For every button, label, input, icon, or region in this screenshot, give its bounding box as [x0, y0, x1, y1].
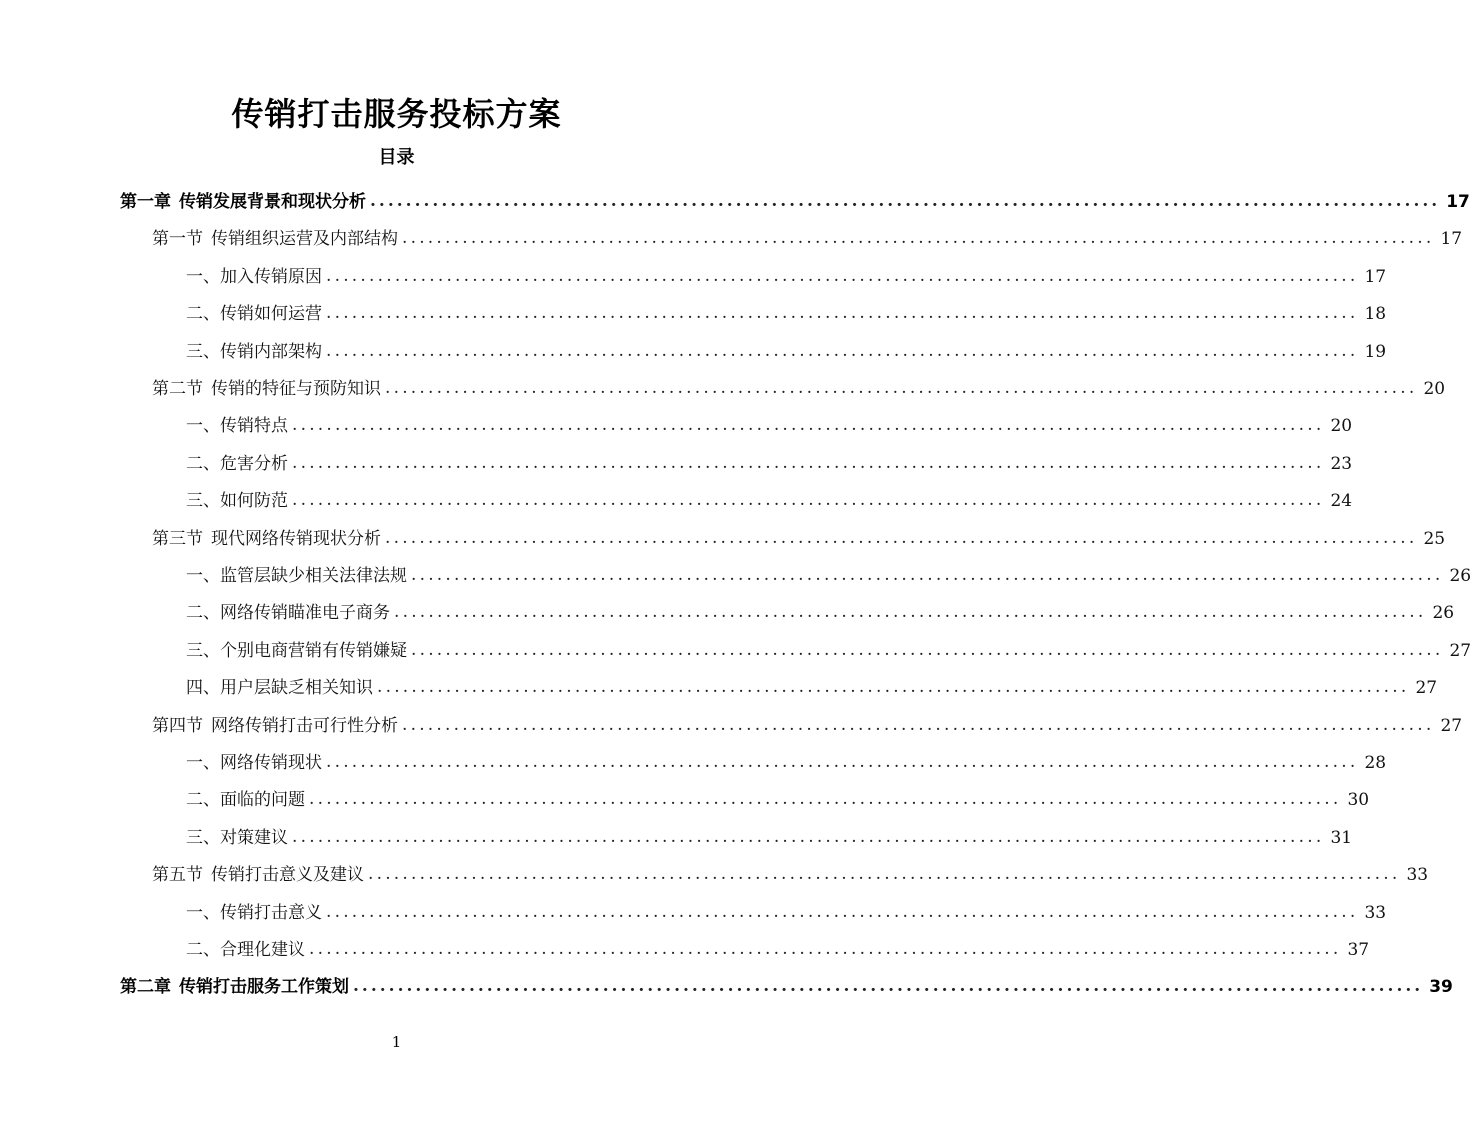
toc-dot-leader: ........................................................................................................................ [309, 789, 1342, 810]
toc-entry-page: 27 [1440, 715, 1463, 736]
toc-entry-number: 第一节 [152, 229, 203, 250]
toc-entry-page: 25 [1423, 528, 1446, 549]
toc-entry-page: 33 [1364, 902, 1387, 923]
toc-dot-leader: ........................................................................................................................ [292, 826, 1325, 847]
toc-dot-leader: ........................................................................................................................ [394, 602, 1427, 623]
toc-dot-leader: ........................................................................................................................ [353, 976, 1424, 997]
toc-entry-title: 传销打击意义 [220, 902, 322, 923]
toc-dot-leader: ........................................................................................................................ [402, 228, 1435, 249]
toc-entry-number: 二、 [186, 940, 220, 960]
toc-dot-leader: ........................................................................................................................ [326, 752, 1359, 772]
toc-entry-label [186, 337, 326, 362]
toc-dot-leader: ........................................................................................................................ [292, 415, 1325, 436]
toc-entry-number: 一、 [186, 902, 220, 923]
toc-entry-label [152, 374, 385, 399]
toc-entry-label [186, 935, 309, 960]
toc-entry-number: 第二章 [120, 977, 171, 998]
toc-dot-leader: ........................................................................................................................ [385, 378, 1418, 398]
toc-entry-number: 三、 [186, 640, 220, 661]
toc-entry-number: 第二节 [152, 379, 203, 399]
toc-entry-page: 24 [1330, 491, 1353, 512]
toc-entry[interactable] [152, 219, 1463, 250]
toc-entry[interactable] [186, 668, 1438, 699]
toc-entry-title: 网络传销现状 [220, 753, 322, 773]
toc-entry[interactable] [186, 332, 1387, 362]
toc-entry-label [186, 636, 411, 661]
toc-dot-leader: ........................................................................................................................ [411, 639, 1444, 660]
toc-entry-page: 20 [1423, 379, 1446, 399]
toc-entry-page: 31 [1330, 827, 1353, 848]
toc-entry-page: 26 [1432, 603, 1455, 624]
toc-dot-leader: ........................................................................................................................ [402, 714, 1435, 735]
toc-entry-number: 第五节 [152, 865, 203, 886]
toc-entry[interactable] [186, 780, 1370, 811]
toc-entry-label [186, 785, 309, 810]
toc-dot-leader: ........................................................................................................................ [292, 452, 1325, 473]
toc-entry[interactable] [186, 257, 1387, 287]
toc-entry[interactable] [120, 967, 1453, 998]
toc-entry-page: 33 [1406, 865, 1429, 886]
toc-entry-label [186, 262, 326, 287]
toc-dot-leader: ........................................................................................................................ [309, 939, 1342, 959]
page-number: 1 [391, 1033, 402, 1051]
toc-entry-number: 四、 [186, 678, 220, 699]
toc-entry-number: 一、 [186, 566, 220, 586]
toc-dot-leader: ........................................................................................................................ [326, 265, 1359, 286]
toc-entry-title: 网络传销打击可行性分析 [211, 715, 398, 736]
toc-entry-number: 二、 [186, 603, 220, 624]
toc-entry-title: 传销如何运营 [220, 304, 322, 325]
toc-entry[interactable] [186, 406, 1353, 437]
toc-entry-title: 加入传销原因 [220, 266, 322, 287]
toc-entry-label [186, 299, 326, 324]
toc-entry-title: 个别电商营销有传销嫌疑 [220, 640, 407, 661]
toc-entry-number: 第三节 [152, 528, 203, 549]
toc-entry[interactable] [152, 369, 1446, 399]
toc-entry-number: 二、 [186, 304, 220, 325]
toc-entry-number: 一、 [186, 266, 220, 287]
toc-entry-page: 20 [1330, 416, 1353, 437]
document-title: 传销打击服务投标方案 [231, 95, 562, 133]
toc-dot-leader: ........................................................................................................................ [368, 864, 1401, 885]
toc-entry-label [120, 972, 353, 997]
toc-entry-page: 27 [1415, 678, 1438, 699]
toc-entry-label [186, 486, 292, 511]
toc-entry-label [152, 224, 402, 249]
toc-entry-number: 三、 [186, 491, 220, 512]
toc-entry[interactable] [152, 706, 1463, 736]
toc-dot-leader: ........................................................................................................................ [326, 303, 1359, 324]
toc-entry-label [186, 823, 292, 848]
toc-entry-page: 30 [1347, 790, 1370, 811]
toc-entry-number: 二、 [186, 453, 220, 474]
toc-dot-leader: ........................................................................................................................ [292, 490, 1325, 511]
toc-entry-page: 27 [1449, 640, 1471, 661]
toc-entry-title: 传销特点 [220, 416, 288, 437]
toc-entry-title: 传销打击意义及建议 [211, 865, 364, 886]
toc-dot-leader: ........................................................................................................................ [377, 677, 1410, 698]
toc-entry-number: 三、 [186, 341, 220, 362]
toc-entry-title: 监管层缺少相关法律法规 [220, 566, 407, 586]
toc-heading: 目录 [378, 147, 415, 168]
toc-entry[interactable] [186, 481, 1353, 512]
toc-entry-title: 面临的问题 [220, 790, 305, 811]
toc-entry-page: 17 [1440, 229, 1463, 250]
toc-entry-page: 19 [1364, 341, 1387, 362]
toc-entry[interactable] [186, 743, 1387, 773]
toc-entry-label [186, 561, 411, 586]
toc-entry[interactable] [152, 519, 1446, 549]
toc-entry[interactable] [186, 444, 1353, 474]
toc-entry[interactable] [120, 182, 1470, 212]
toc-entry-label [152, 860, 368, 885]
toc-entry-label [186, 449, 292, 474]
toc-entry-number: 第一章 [120, 192, 171, 212]
toc-entry-title: 传销组织运营及内部结构 [211, 229, 398, 250]
toc-entry-page: 18 [1364, 304, 1387, 325]
toc-entry-label [120, 187, 370, 212]
toc-entry-label [186, 898, 326, 923]
toc-entry-label [186, 411, 292, 436]
toc-entry-title: 传销的特征与预防知识 [211, 379, 381, 399]
toc-entry-label [186, 748, 326, 773]
toc-entry-page: 17 [1364, 266, 1387, 287]
toc-entry[interactable] [186, 818, 1353, 848]
toc-entry-page: 39 [1429, 977, 1453, 998]
toc-entry-page: 28 [1364, 753, 1387, 773]
toc-entry-title: 网络传销瞄准电子商务 [220, 603, 390, 624]
toc-entry-title: 传销内部架构 [220, 341, 322, 362]
toc-dot-leader: ........................................................................................................................ [385, 527, 1418, 548]
toc-entry-number: 一、 [186, 753, 220, 773]
toc-entry-title: 如何防范 [220, 491, 288, 512]
toc-entry[interactable] [152, 855, 1429, 886]
toc-entry-number: 一、 [186, 416, 220, 437]
toc-entry-title: 现代网络传销现状分析 [211, 528, 381, 549]
toc-entry-title: 传销打击服务工作策划 [179, 977, 349, 998]
toc-entry[interactable] [186, 631, 1471, 661]
toc-entry-label [186, 598, 394, 623]
toc-entry-number: 第四节 [152, 715, 203, 736]
toc-entry-page: 37 [1347, 940, 1370, 960]
toc-dot-leader: ........................................................................................................................ [411, 565, 1444, 585]
toc-entry[interactable] [186, 893, 1387, 923]
toc-entry[interactable] [186, 930, 1370, 960]
toc-entry-title: 危害分析 [220, 453, 288, 474]
toc-entry-title: 用户层缺乏相关知识 [220, 678, 373, 699]
toc-entry-number: 三、 [186, 827, 220, 848]
toc-entry-label [152, 524, 385, 549]
toc-entry-page: 23 [1330, 453, 1353, 474]
toc-entry-title: 合理化建议 [220, 940, 305, 960]
toc-entry-title: 传销发展背景和现状分析 [179, 192, 366, 212]
toc-entry-title: 对策建议 [220, 827, 288, 848]
toc-entry[interactable] [186, 294, 1387, 325]
toc-entry-page: 17 [1446, 192, 1470, 212]
toc-entry[interactable] [186, 593, 1455, 624]
toc-dot-leader: ........................................................................................................................ [326, 901, 1359, 922]
toc-entry-label [186, 673, 377, 698]
toc-entry[interactable] [186, 556, 1471, 586]
toc-entry-number: 二、 [186, 790, 220, 811]
toc-dot-leader: ........................................................................................................................ [370, 191, 1441, 211]
toc-entry-label [152, 711, 402, 736]
toc-dot-leader: ........................................................................................................................ [326, 340, 1359, 361]
toc-entry-page: 26 [1449, 566, 1471, 586]
